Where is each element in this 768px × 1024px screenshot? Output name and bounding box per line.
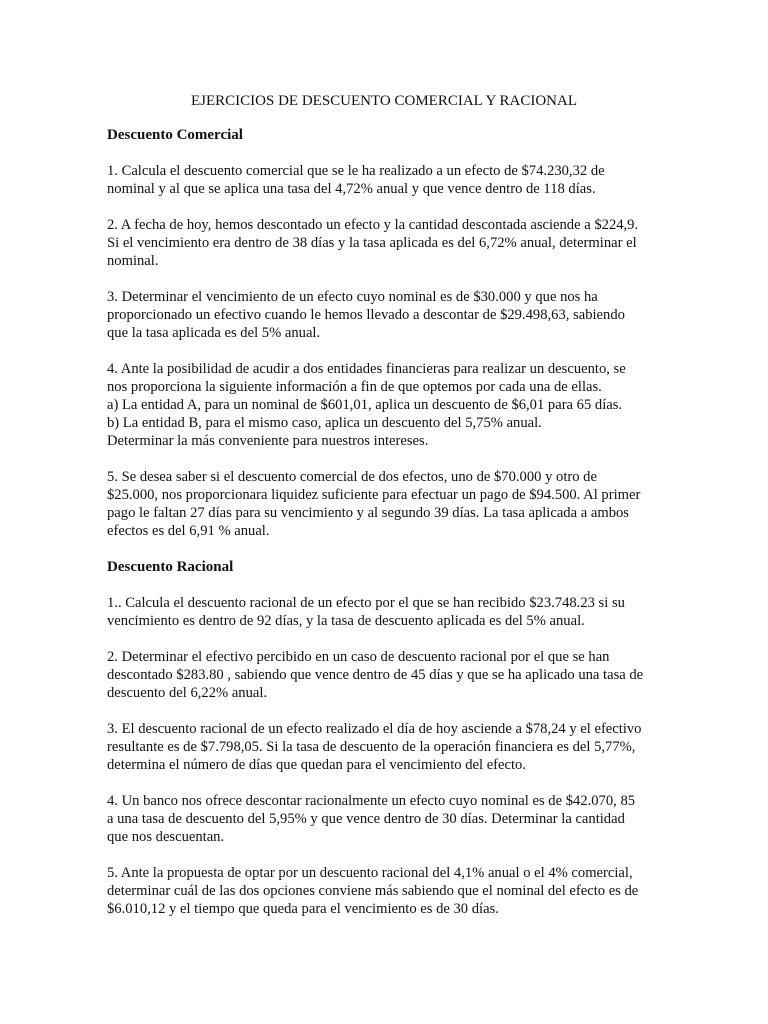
exercise-line: Si el vencimiento era dentro de 38 días y la tasa aplicada es del 6,72% anual, determinar el (107, 235, 637, 251)
exercise-line: determinar cuál de las dos opciones conviene más sabiendo que el nominal del efecto es de (107, 883, 639, 899)
exercise-paragraph (107, 162, 667, 198)
exercise-line: descontado $283.80 , sabiendo que vence dentro de 45 días y que se ha aplicado una tasa de (107, 667, 644, 683)
exercise-line: 2. A fecha de hoy, hemos descontado un efecto y la cantidad descontada asciende a $224,9. (107, 217, 639, 233)
exercise-line: 5. Se desea saber si el descuento comercial de dos efectos, uno de $70.000 y otro de (107, 469, 597, 485)
exercise-line: $25.000, nos proporcionara liquidez suficiente para efectuar un pago de $94.500. Al primer (107, 487, 641, 503)
exercise-line: a una tasa de descuento del 5,95% y que vence dentro de 30 días. Determinar la cantidad (107, 811, 625, 827)
exercise-line: 3. El descuento racional de un efecto realizado el día de hoy asciende a $78,24 y el efectivo (107, 721, 642, 737)
exercise-line: 4. Ante la posibilidad de acudir a dos entidades financieras para realizar un descuento, se (107, 361, 626, 377)
exercise-line: que la tasa aplicada es del 5% anual. (107, 325, 321, 341)
exercise-paragraph (107, 720, 667, 774)
exercise-line: 2. Determinar el efectivo percibido en un caso de descuento racional por el que se han (107, 649, 610, 665)
exercise-line: 1.. Calcula el descuento racional de un efecto por el que se han recibido $23.748.23 si su (107, 595, 625, 611)
exercise-paragraph (107, 864, 667, 918)
exercise-paragraph (107, 594, 667, 630)
exercise-line: Determinar la más conveniente para nuestros intereses. (107, 433, 429, 449)
exercise-line: que nos descuentan. (107, 829, 225, 845)
exercise-line: proporcionado un efectivo cuando le hemos llevado a descontar de $29.498,63, sabiendo (107, 307, 625, 323)
exercise-line: 1. Calcula el descuento comercial que se le ha realizado a un efecto de $74.230,32 de (107, 163, 605, 179)
exercise-paragraph (107, 360, 667, 450)
exercise-line: nominal. (107, 253, 159, 269)
exercise-paragraph (107, 288, 667, 342)
exercise-line: descuento del 6,22% anual. (107, 685, 268, 701)
exercise-line: b) La entidad B, para el mismo caso, aplica un descuento del 5,75% anual. (107, 415, 542, 431)
exercise-paragraph (107, 792, 667, 846)
exercise-line: 4. Un banco nos ofrece descontar racionalmente un efecto cuyo nominal es de $42.070, 85 (107, 793, 636, 809)
exercise-line: 3. Determinar el vencimiento de un efecto cuyo nominal es de $30.000 y que nos ha (107, 289, 598, 305)
exercise-line: determina el número de días que quedan para el vencimiento del efecto. (107, 757, 526, 773)
exercise-line: $6.010,12 y el tiempo que queda para el vencimiento es de 30 días. (107, 901, 499, 917)
document-title: EJERCICIOS DE DESCUENTO COMERCIAL Y RACIONAL (191, 93, 577, 109)
exercise-line: pago le faltan 27 días para su vencimiento y al segundo 39 días. La tasa aplicada a ambos (107, 505, 629, 521)
exercise-paragraph (107, 468, 667, 540)
exercise-line: nominal y al que se aplica una tasa del 4,72% anual y que vence dentro de 118 días. (107, 181, 596, 197)
exercise-paragraph (107, 216, 667, 270)
exercise-line: nos proporciona la siguiente información a fin de que optemos por cada una de ellas. (107, 379, 602, 395)
exercise-line: a) La entidad A, para un nominal de $601,01, aplica un descuento de $6,01 para 65 días. (107, 397, 623, 413)
exercise-line: resultante es de $7.798,05. Si la tasa de descuento de la operación financiera es del 5,77%, (107, 739, 636, 755)
exercise-line: efectos es del 6,91 % anual. (107, 523, 270, 539)
exercise-line: 5. Ante la propuesta de optar por un descuento racional del 4,1% anual o el 4% comercial, (107, 865, 633, 881)
section-heading-comercial: Descuento Comercial (107, 127, 243, 143)
section-heading-racional: Descuento Racional (107, 559, 234, 575)
exercise-paragraph (107, 648, 667, 702)
exercise-line: vencimiento es dentro de 92 días, y la tasa de descuento aplicada es del 5% anual. (107, 613, 585, 629)
